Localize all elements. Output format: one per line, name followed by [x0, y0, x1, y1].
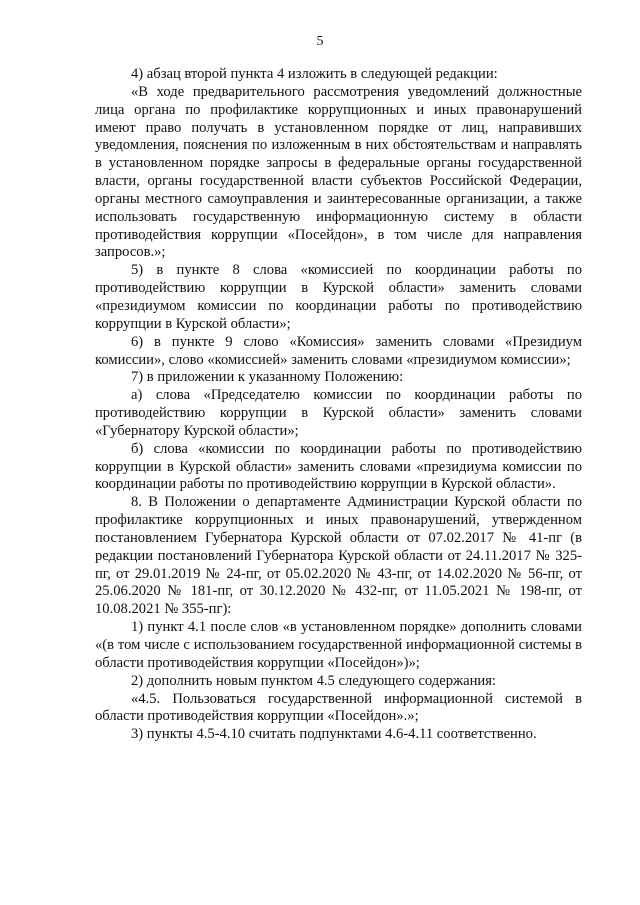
paragraph-item-6: 6) в пункте 9 слово «Комиссия» заменить словами «Президиум комиссии», слово «комиссией» заменить словами «президиумом комиссии»;: [95, 333, 582, 368]
paragraph-item-8-3: 3) пункты 4.5-4.10 считать подпунктами 4.6-4.11 соответственно.: [131, 726, 537, 743]
document-body: [95, 66, 582, 744]
page-number: 5: [316, 34, 324, 49]
paragraph-section-8: 8. В Положении о департаменте Администрации Курской области по профилактике коррупционных и иных правонарушений, утвержденном постановлением Губернатора Курской области от 07.02.2017 № 41-пг (в редакции постановлений Губернатора Курской области от 24.11.2017 № 325-пг, от 29.01.2019 № 24-пг, от 05.02.2020 № 43-пг, от 14.02.2020 № 56-пг, от 25.06.2020 № 181-пг, от 30.12.2020 № 432-пг, от 11.05.2021 № 198-пг, от 10.08.2021 № 355-пг):: [95, 494, 582, 618]
paragraph-item-8-1: 1) пункт 4.1 после слов «в установленном порядке» дополнить словами «(в том числе с использованием государственной информационной системы в области противодействия коррупции «Посейдон»)»;: [95, 619, 582, 671]
paragraph-item-4: 4) абзац второй пункта 4 изложить в следующей редакции:: [131, 66, 498, 82]
paragraph-quoted-4-5: «4.5. Пользоваться государственной информационной системой в области противодействия коррупции «Посейдон».»;: [95, 690, 582, 725]
paragraph-item-7: 7) в приложении к указанному Положению:: [131, 369, 404, 386]
paragraph-quoted-text: «В ходе предварительного рассмотрения уведомлений должностные лица органа по профилактике коррупционных и иных правонарушений имеют право получать в установленном порядке от лиц, направивших уведомления, пояснения по изложенным в них обстоятельствам и направлять в установленном порядке запросы в федеральные органы государственной власти, органы государственной власти субъектов Российской Федерации, органы местного самоуправления и заинтересованные организации, а также использовать государственную информационную систему в области противодействия коррупции «Посейдон», в том числе для направления запросов.»;: [95, 83, 582, 261]
paragraph-item-7b: б) слова «комиссии по координации работы по противодействию коррупции в Курской области» заменить словами «президиума комиссии по координации работы по противодействию коррупции в Курской области».: [95, 440, 582, 493]
paragraph-item-8-2: 2) дополнить новым пунктом 4.5 следующего содержания:: [131, 672, 496, 689]
paragraph-item-5: 5) в пункте 8 слова «комиссией по координации работы по противодействию коррупции в Курской области» заменить словами «президиумом комиссии по координации работы по противодействию коррупции в Курской области»;: [95, 262, 582, 332]
paragraph-item-7a: а) слова «Председателю комиссии по координации работы по противодействию коррупции в Курской области» заменить словами «Губернатору Курской области»;: [95, 387, 582, 439]
